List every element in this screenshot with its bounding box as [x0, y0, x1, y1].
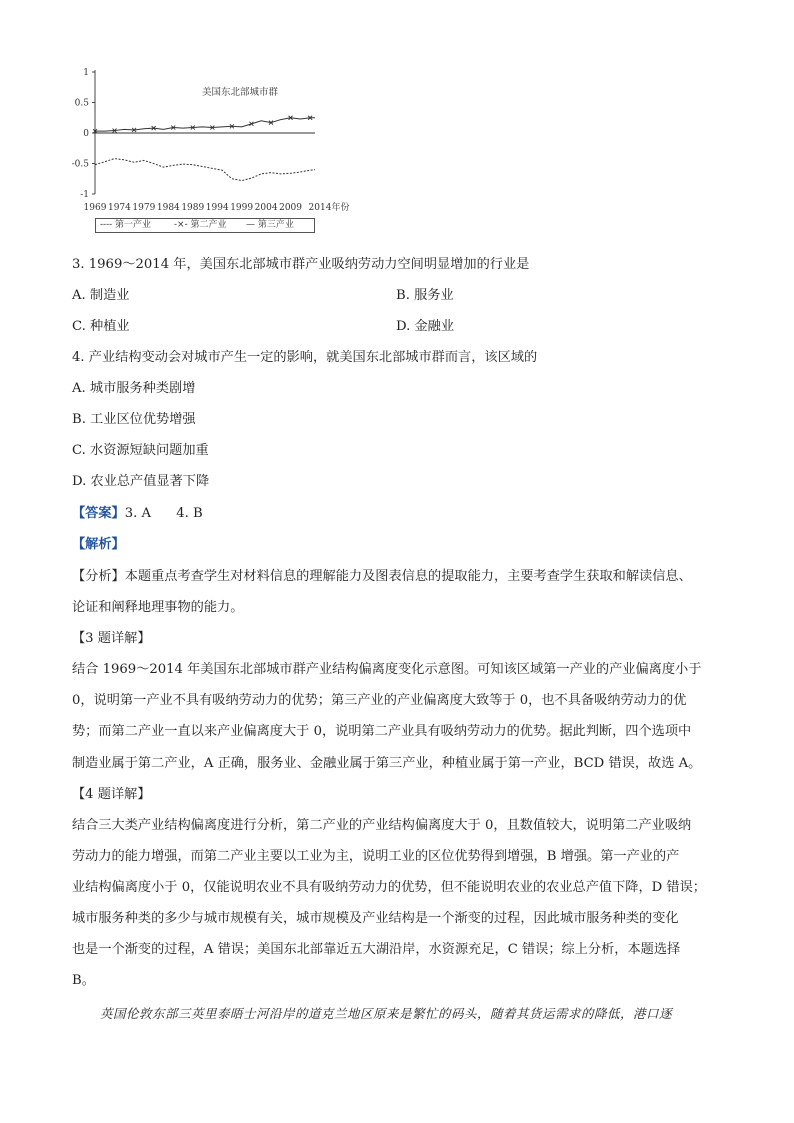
y-tick-label: -0.5 — [71, 159, 89, 170]
x-tick-label: 1979 — [132, 203, 156, 213]
q4-option-b: B. 工业区位优势增强 — [72, 412, 196, 427]
q3-option-b: B. 服务业 — [396, 288, 454, 303]
answer-line — [72, 505, 203, 523]
analysis-line-1 — [72, 568, 692, 586]
q3-detail-line-2: 0，说明第一产业不具有吸纳劳动力的优势；第三产业的产业偏离度大致等于 0，也不具备吸纳劳动力的优 — [72, 693, 687, 708]
x-tick-label: 1984 — [156, 203, 180, 213]
q3-detail-heading: 【3 题详解】 — [72, 631, 151, 646]
answer-text: 3. A 4. B — [124, 506, 203, 521]
industry-deviation-chart — [60, 62, 350, 238]
analysis-label: 【分析】 — [72, 569, 125, 584]
q3-detail-line-4: 制造业属于第二产业，A 正确，服务业、金融业属于第三产业，种植业属于第一产业，BCD 错误，故选 A。 — [72, 756, 702, 771]
q4-option-a: A. 城市服务种类剧增 — [72, 381, 196, 396]
y-tick-label: 0 — [83, 129, 89, 139]
x-tick-label: 1974 — [107, 203, 131, 213]
question-3: 3. 1969～2014 年，美国东北部城市群产业吸纳劳动力空间明显增加的行业是 — [72, 257, 530, 272]
series-line-primary — [95, 159, 315, 181]
q4-option-d: D. 农业总产值显著下降 — [72, 474, 210, 489]
x-tick-label: 1994 — [205, 203, 229, 213]
q4-detail-line-4: 城市服务种类的多少与城市规模有关，城市规模及产业结构是一个渐变的过程，因此城市服务种类的变化 — [72, 911, 679, 926]
chart-title: 美国东北部城市群 — [201, 87, 279, 98]
legend-item-secondary: -×- 第二产业 — [174, 220, 227, 230]
x-tick-label: 1969 — [83, 203, 107, 213]
x-tick-label: 2009 — [279, 203, 303, 213]
q4-detail-line-1: 结合三大类产业结构偏离度进行分析，第二产业的产业结构偏离度大于 0，且数值较大，说明第二产业吸纳 — [72, 818, 692, 833]
legend-item-primary: ---- 第一产业 — [100, 220, 152, 230]
q4-option-c: C. 水资源短缺问题加重 — [72, 443, 209, 458]
question-4: 4. 产业结构变动会对城市产生一定的影响，就美国东北部城市群而言，该区域的 — [72, 350, 538, 365]
q3-detail-line-3: 势；而第二产业一直以来产业偏离度大于 0，说明第二产业具有吸纳劳动力的优势。据此判断，四个选项中 — [72, 724, 692, 739]
q3-detail-line-1: 结合 1969～2014 年美国东北部城市群产业结构偏离度变化示意图。可知该区域第一产业的产业偏离度小于 — [72, 662, 702, 677]
q4-detail-line-2: 劳动力的能力增强，而第二产业主要以工业为主，说明工业的区位优势得到增强，B 增强。第一产业的产 — [72, 849, 680, 864]
q3-option-d: D. 金融业 — [396, 319, 455, 334]
q3-option-a: A. 制造业 — [72, 288, 130, 303]
q3-option-c: C. 种植业 — [72, 319, 130, 334]
legend-item-tertiary: — 第三产业 — [246, 220, 294, 230]
y-tick-label: 1 — [83, 68, 89, 78]
q4-detail-line-6: B。 — [72, 973, 95, 988]
x-tick-label: 1999 — [230, 203, 254, 213]
analysis-line-2: 论证和阐释地理事物的能力。 — [72, 600, 244, 615]
series-line-secondary — [95, 118, 315, 131]
analysis-text-1: 本题重点考查学生对材料信息的理解能力及图表信息的提取能力，主要考查学生获取和解读信息、 — [124, 569, 692, 584]
next-question-intro: 英国伦敦东部三英里泰晤士河沿岸的道克兰地区原来是繁忙的码头，随着其货运需求的降低，港口逐 — [100, 1006, 673, 1021]
analysis-heading: 【解析】 — [72, 537, 125, 552]
q4-detail-heading: 【4 题详解】 — [72, 787, 151, 802]
y-tick-label: -1 — [80, 190, 89, 200]
chart-svg — [60, 62, 350, 238]
chart-legend — [95, 218, 315, 233]
answer-label: 【答案】 — [72, 506, 125, 521]
q4-detail-line-3: 业结构偏离度小于 0，仅能说明农业不具有吸纳劳动力的优势，但不能说明农业的农业总产值下降，D 错误； — [72, 880, 706, 895]
x-tick-label: 2004 — [254, 203, 278, 213]
y-tick-label: 0.5 — [74, 98, 89, 109]
q4-detail-line-5: 也是一个渐变的过程，A 错误；美国东北部靠近五大湖沿岸，水资源充足，C 错误；综上分析，本题选择 — [72, 942, 681, 957]
x-tick-label: 2014年份 — [308, 203, 350, 213]
x-tick-label: 1989 — [181, 203, 205, 213]
